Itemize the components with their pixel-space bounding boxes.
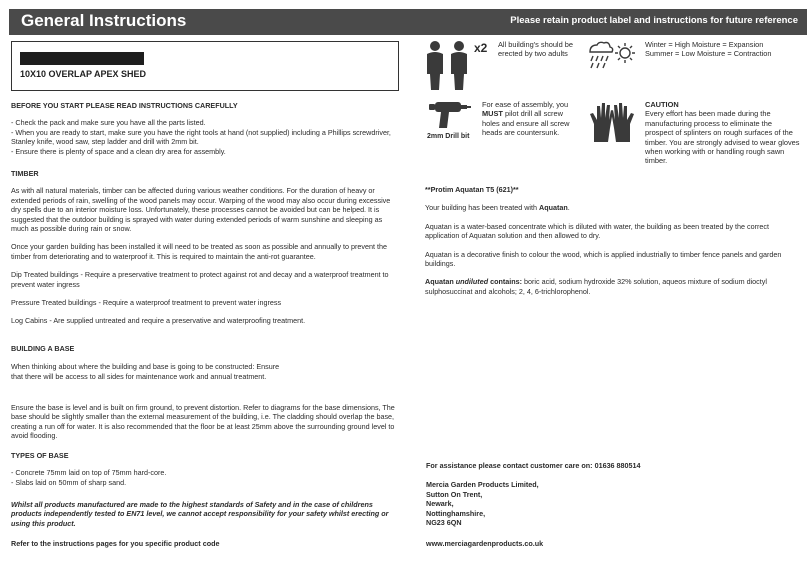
intro-line: - When you are ready to start, make sure you have the right tools at hand (not supplied) including a Phillips screwdriver, Stanley knife, wood saw, step ladder and drill with 2mm bit. [11, 127, 391, 147]
refer-section [11, 539, 395, 548]
website-link[interactable]: www.merciagardenproducts.co.uk [426, 539, 544, 548]
caution-heading: CAUTION [645, 100, 679, 109]
timber-heading: TIMBER [11, 169, 39, 178]
base-paragraph: When thinking about where the building and base is going to be constructed: Ensure that there will be access to all sides for maintenance work and annual treatment. [11, 362, 280, 381]
two-people-icon [424, 40, 472, 92]
treatment-paragraph-2: Aquatan is a water-based concentrate which is diluted with water, the building as been treated by the correct application of Aquatan solution and then allowed to dry. [425, 221, 770, 241]
address-line: NG23 6QN [426, 518, 462, 528]
address-line: Sutton On Trent, [426, 489, 483, 499]
redaction-bar [20, 52, 144, 65]
treatment-paragraph-4 [425, 277, 801, 296]
weather-summer: Summer = Low Moisture = Contraction [645, 49, 772, 59]
weather-text [645, 40, 795, 59]
treatment-p4-italic: undiluted [455, 277, 489, 287]
intro-heading: BEFORE YOU START PLEASE READ INSTRUCTIONS CAREFULLY [11, 101, 238, 110]
types-line: - Concrete 75mm laid on top of 75mm hard-core. [11, 468, 167, 478]
drill-text-pre: For ease of assembly, you [482, 100, 569, 109]
timber-paragraph: As with all natural materials, timber can be affected during various weather conditions. For the duration of heavy or extended periods of rain, swelling of the wood panels may occur. Warping of the wood may also occur during excessive dry spells due to an interior moisture loss. Unfortunately, these processes cannot be avoided but can be helped. It is suggested that the outdoor building is sprayed with water during extended periods of warm sunshine and sleeping as much as possible during rain or snow. [11, 186, 391, 234]
treatment-section [425, 185, 801, 296]
drill-text-post: pilot drill all screw holes and ensure all screw heads are countersunk. [482, 109, 570, 138]
treatment-heading: **Protim Aquatan T5 (621)** [425, 185, 519, 194]
timber-paragraph: Once your garden building has been installed it will need to be treated as soon as possible and annually to prevent the timber from deteriorating and to waterproof it. This is required to maintain the anti-rot guarantee. [11, 242, 387, 261]
timber-paragraph: Pressure Treated buildings - Require a waterproof treatment to prevent water ingress [11, 298, 282, 308]
timber-paragraph: Log Cabins - Are supplied untreated and require a preservative and waterproofing treatment. [11, 316, 306, 326]
base-section-intro [11, 344, 281, 381]
drill-caption: 2mm Drill bit [427, 133, 470, 140]
left-column [11, 101, 395, 156]
address-line: Nottinghamshire, [426, 508, 486, 518]
treatment-p4-bold: Aquatan [425, 277, 456, 287]
treatment-paragraph-3: Aquatan is a decorative finish to colour the wood, which is applied industrially to timber fence panels and garden buildings. [425, 249, 782, 269]
intro-line: - Check the pack and make sure you have all the parts listed. [11, 118, 206, 128]
product-box [11, 41, 399, 91]
treatment-paragraph-1 [425, 203, 801, 212]
base-section-detail [11, 403, 395, 441]
assist-line: For assistance please contact customer care on: 01636 880514 [426, 461, 641, 470]
treatment-p4-text: boric acid, sodium hydroxide 32% solution, aqueos mixture of sodium dioctyl sulphosuccinat and alcohols; 2, 4, 6-trichlorophenol. [425, 277, 767, 296]
drill-text-must: MUST [482, 109, 503, 119]
contact-section [426, 461, 802, 527]
timber-section [11, 169, 395, 326]
treatment-p1-bold: Aquatan [539, 203, 568, 213]
weather-winter: Winter = High Moisture = Expansion [645, 40, 764, 49]
refer-note: Refer to the instructions pages for you specific product code [11, 539, 220, 548]
address-line: Newark, [426, 499, 454, 509]
disclaimer-section [11, 500, 395, 528]
base-paragraph: Ensure the base is level and is built on firm ground, to prevent distortion. Refer to diagrams for the base dimensions, The base should be slightly smaller than the external measurement of the building, i.e. The cladding should overlap the base, creating a run off for water. It is also recommended that the floor be at least 25mm above the surrounding ground level to avoid flooding. [11, 403, 395, 441]
gloves-icon [588, 100, 636, 144]
intro-line: - Ensure there is plenty of space and a clean dry area for assembly. [11, 146, 226, 156]
types-line: - Slabs laid on 50mm of sharp sand. [11, 477, 127, 487]
base-heading: BUILDING A BASE [11, 344, 75, 353]
product-name: 10X10 OVERLAP APEX SHED [20, 69, 147, 79]
weather-icon [588, 40, 638, 70]
header-bar [9, 9, 807, 35]
retain-note: Please retain product label and instructions for future reference [510, 15, 798, 26]
website-section [426, 539, 802, 548]
treatment-p1-end: . [567, 203, 570, 213]
treatment-p4-bold-2: contains: [488, 277, 523, 287]
types-section [11, 451, 395, 487]
caution-block [645, 100, 801, 166]
types-heading: TYPES OF BASE [11, 451, 69, 460]
page-title: General Instructions [21, 11, 187, 30]
adults-count: x2 [474, 41, 488, 55]
drill-icon [427, 100, 471, 130]
timber-paragraph: Dip Treated buildings - Require a preservative treatment to protect against rot and decay and a waterproof treatment to prevent water ingress [11, 270, 389, 289]
drill-text [482, 100, 578, 138]
address-line: Mercia Garden Products Limited, [426, 480, 539, 490]
caution-text: Every effort has been made during the manufacturing process to eliminate the prospect of splinters on rough surfaces of the timber. You are strongly advised to wear gloves when working with or handling rough sawn timber. [645, 109, 800, 166]
treatment-p1-text: Your building has been treated with [425, 203, 540, 213]
disclaimer: Whilst all products manufactured are made to the highest standards of Safety and in the case of childrens products independently tested to EN71 level, we cannot accept responsibility for your safety whilst erecting or using this product. [11, 500, 389, 528]
adults-text: All building's should be erected by two adults [498, 40, 573, 59]
